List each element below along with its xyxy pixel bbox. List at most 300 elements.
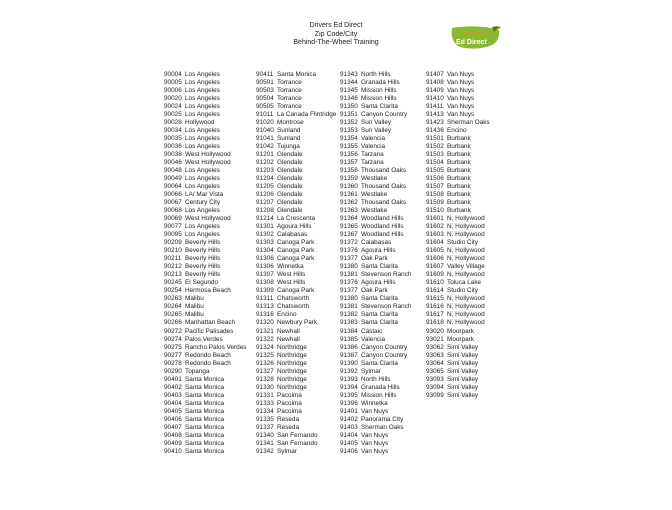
city-name: Los Angeles — [185, 223, 220, 231]
zip-code: 91356 — [340, 151, 358, 159]
zip-code: 91607 — [426, 263, 444, 271]
zip-code: 91603 — [426, 231, 444, 239]
zip-code: 91376 — [340, 279, 358, 287]
zip-city-row — [340, 119, 411, 127]
zip-code: 91357 — [340, 159, 358, 167]
city-name: Thousand Oaks — [361, 199, 407, 207]
city-name: Redondo Beach — [185, 351, 231, 359]
zip-code: 91377 — [340, 255, 358, 263]
zip-city-row — [256, 223, 336, 231]
zip-code: 90006 — [164, 87, 182, 95]
zip-code: 91380 — [340, 295, 358, 303]
zip-city-row — [164, 199, 246, 207]
zip-code: 91309 — [256, 287, 274, 295]
zip-city-row — [164, 207, 246, 215]
zip-code: 91330 — [256, 383, 274, 391]
zip-code: 91602 — [426, 223, 444, 231]
city-name: Canoga Park — [277, 255, 315, 263]
zip-city-row — [426, 271, 490, 279]
zip-code: 91359 — [340, 175, 358, 183]
city-name: Los Angeles — [185, 143, 220, 151]
zip-city-row — [164, 319, 246, 327]
zip-code: 91204 — [256, 175, 274, 183]
city-name: Beverly Hills — [185, 255, 221, 263]
logo-bold-text: Ed Direct — [456, 39, 487, 46]
city-name: Thousand Oaks — [361, 167, 407, 175]
city-name: Woodland Hills — [361, 215, 404, 223]
zip-city-row — [256, 352, 336, 360]
city-name: Burbank — [447, 143, 471, 151]
zip-code: 91041 — [256, 135, 274, 143]
zip-city-row — [256, 183, 336, 191]
city-name: Sherman Oaks — [447, 119, 490, 127]
zip-city-row — [426, 328, 490, 336]
city-name: Van Nuys — [447, 71, 475, 78]
zip-city-row — [340, 303, 411, 311]
zip-city-row — [426, 231, 490, 239]
zip-code: 91337 — [256, 423, 274, 431]
zip-code: 93065 — [426, 367, 444, 375]
zip-code: 91410 — [426, 95, 444, 103]
city-name: Burbank — [447, 183, 471, 191]
zip-city-row — [426, 303, 490, 311]
zip-code: 91350 — [340, 103, 358, 111]
zip-city-row — [426, 71, 490, 79]
zip-city-row — [426, 255, 490, 263]
zip-city-row — [340, 384, 411, 392]
zip-city-row — [340, 79, 411, 87]
city-name: Los Angeles — [185, 71, 220, 78]
city-name: Newhall — [277, 335, 300, 343]
zip-code: 91404 — [340, 431, 358, 439]
city-name: Burbank — [447, 199, 471, 207]
zip-city-row — [426, 87, 490, 95]
zip-city-row — [340, 199, 411, 207]
city-name: Santa Clarita — [361, 103, 398, 111]
zip-code: 91382 — [340, 311, 358, 319]
zip-city-row — [340, 368, 411, 376]
city-name: Los Angeles — [185, 87, 220, 95]
zip-code: 91616 — [426, 303, 444, 311]
zip-city-row — [164, 135, 246, 143]
zip-city-row — [164, 231, 246, 239]
zip-code: 91610 — [426, 279, 444, 287]
zip-code: 91040 — [256, 127, 274, 135]
zip-city-row — [164, 376, 246, 384]
zip-city-row — [426, 311, 490, 319]
zip-city-row — [164, 384, 246, 392]
zip-code: 91316 — [256, 311, 274, 319]
city-name: Santa Monica — [185, 415, 225, 423]
zip-code: 90028 — [164, 119, 182, 127]
document-header — [0, 22, 672, 48]
zip-code: 90408 — [164, 431, 182, 439]
zip-code: 91334 — [256, 407, 274, 415]
city-name: Santa Clarita — [361, 295, 398, 303]
zip-code: 91614 — [426, 287, 444, 295]
zip-code: 91203 — [256, 167, 274, 175]
zip-code: 90263 — [164, 295, 182, 303]
zip-city-row — [256, 263, 336, 271]
city-name: Rancho Palos Verdes — [185, 343, 247, 351]
city-name: Thousand Oaks — [361, 183, 407, 191]
zip-code: 91381 — [340, 271, 358, 279]
zip-city-row — [340, 328, 411, 336]
city-name: Topanga — [185, 367, 210, 375]
zip-code: 91393 — [340, 375, 358, 383]
city-name: Sunland — [277, 127, 301, 135]
city-name: Canyon Country — [361, 351, 408, 359]
city-name: Glendale — [277, 199, 303, 207]
zip-code: 90024 — [164, 103, 182, 111]
city-name: North Hills — [361, 375, 391, 383]
city-name: LA/ Mar Vista — [185, 191, 224, 199]
zip-column-4 — [426, 71, 490, 400]
city-name: Canyon Country — [361, 343, 408, 351]
zip-code: 90004 — [164, 71, 182, 78]
zip-city-row — [164, 111, 246, 119]
zip-city-row — [164, 360, 246, 368]
city-name: Oak Park — [361, 255, 388, 263]
zip-code: 91343 — [340, 71, 358, 78]
zip-code: 90020 — [164, 95, 182, 103]
zip-code: 91395 — [340, 391, 358, 399]
city-name: N. Hollywood — [447, 295, 485, 303]
zip-code: 91011 — [256, 111, 274, 119]
city-name: Burbank — [447, 175, 471, 183]
zip-code: 91327 — [256, 367, 274, 375]
zip-city-row — [164, 368, 246, 376]
city-name: Westlake — [361, 191, 388, 199]
zip-code: 91436 — [426, 127, 444, 135]
zip-code: 91341 — [256, 439, 274, 447]
zip-code: 91606 — [426, 255, 444, 263]
zip-code: 91326 — [256, 359, 274, 367]
zip-city-row — [164, 424, 246, 432]
city-name: Chatsworth — [277, 295, 310, 303]
city-name: Glendale — [277, 167, 303, 175]
zip-city-row — [256, 215, 336, 223]
zip-code: 91214 — [256, 215, 274, 223]
zip-city-row — [164, 311, 246, 319]
zip-code: 90264 — [164, 303, 182, 311]
city-name: Van Nuys — [447, 95, 475, 103]
city-name: Panorama City — [361, 415, 404, 423]
zip-city-row — [340, 271, 411, 279]
city-name: La Crescenta — [277, 215, 316, 223]
zip-code: 90275 — [164, 343, 182, 351]
zip-city-row — [426, 95, 490, 103]
city-name: N. Hollywood — [447, 255, 485, 263]
zip-city-row — [164, 303, 246, 311]
zip-city-row — [256, 368, 336, 376]
zip-city-row — [256, 247, 336, 255]
zip-city-row — [340, 352, 411, 360]
zip-city-row — [256, 111, 336, 119]
zip-city-row — [340, 360, 411, 368]
zip-city-row — [256, 448, 336, 456]
city-name: Winnetka — [361, 399, 388, 407]
city-name: Santa Monica — [185, 439, 225, 447]
zip-city-row — [426, 239, 490, 247]
zip-code: 91207 — [256, 199, 274, 207]
zip-city-row — [256, 303, 336, 311]
zip-city-row — [164, 352, 246, 360]
zip-city-row — [164, 247, 246, 255]
zip-code: 90213 — [164, 271, 182, 279]
zip-city-row — [164, 295, 246, 303]
city-name: Burbank — [447, 167, 471, 175]
zip-city-row — [256, 191, 336, 199]
zip-code: 91384 — [340, 327, 358, 335]
zip-code: 90503 — [256, 87, 274, 95]
zip-code: 91508 — [426, 191, 444, 199]
zip-code: 91307 — [256, 271, 274, 279]
zip-code: 91042 — [256, 143, 274, 151]
city-name: Northridge — [277, 367, 307, 375]
zip-code: 91605 — [426, 247, 444, 255]
zip-code: 90210 — [164, 247, 182, 255]
zip-code: 90005 — [164, 79, 182, 87]
zip-city-row — [256, 199, 336, 207]
zip-city-row — [426, 368, 490, 376]
zip-code: 90410 — [164, 447, 182, 455]
city-name: Van Nuys — [447, 103, 475, 111]
city-name: Tarzana — [361, 151, 384, 159]
zip-city-row — [426, 360, 490, 368]
zip-code: 91386 — [340, 343, 358, 351]
city-name: Moorpark — [447, 335, 474, 343]
zip-city-row — [340, 191, 411, 199]
zip-city-row — [426, 135, 490, 143]
zip-code: 91321 — [256, 327, 274, 335]
city-name: Los Angeles — [185, 103, 220, 111]
zip-code: 90274 — [164, 335, 182, 343]
zip-code: 91322 — [256, 335, 274, 343]
city-name: Sun Valley — [361, 127, 392, 135]
city-name: Santa Monica — [277, 71, 317, 78]
zip-code: 91361 — [340, 191, 358, 199]
city-name: Glendale — [277, 183, 303, 191]
zip-code: 91604 — [426, 239, 444, 247]
city-name: Santa Monica — [185, 399, 225, 407]
zip-city-row — [256, 135, 336, 143]
zip-city-row — [426, 263, 490, 271]
zip-code: 90025 — [164, 111, 182, 119]
zip-code: 91394 — [340, 383, 358, 391]
city-name: Calabasas — [277, 231, 308, 239]
zip-city-row — [426, 183, 490, 191]
zip-city-row — [164, 336, 246, 344]
city-name: Tujunga — [277, 143, 300, 151]
city-name: Santa Monica — [185, 447, 225, 455]
zip-city-row — [256, 255, 336, 263]
zip-city-row — [340, 247, 411, 255]
city-name: Simi Valley — [447, 359, 479, 367]
city-name: Van Nuys — [361, 447, 389, 455]
zip-code: 91376 — [340, 247, 358, 255]
zip-code: 91346 — [340, 95, 358, 103]
zip-code: 91320 — [256, 319, 274, 327]
zip-city-row — [256, 384, 336, 392]
zip-city-row — [164, 95, 246, 103]
city-name: Canoga Park — [277, 247, 315, 255]
document-subtitle: Zip Code/City — [314, 30, 358, 38]
zip-city-row — [164, 392, 246, 400]
city-name: Burbank — [447, 151, 471, 159]
zip-code: 93093 — [426, 375, 444, 383]
zip-code: 90407 — [164, 423, 182, 431]
zip-city-row — [426, 352, 490, 360]
zip-code: 91392 — [340, 367, 358, 375]
zip-city-row — [340, 231, 411, 239]
city-name: Malibu — [185, 311, 204, 319]
city-name: Los Angeles — [185, 95, 220, 103]
zip-city-row — [340, 263, 411, 271]
city-name: Torrance — [277, 103, 302, 111]
city-name: Reseda — [277, 423, 300, 431]
city-name: West Hills — [277, 279, 306, 287]
zip-city-row — [340, 432, 411, 440]
city-name: Santa Monica — [185, 375, 225, 383]
zip-city-row — [256, 119, 336, 127]
city-name: Beverly Hills — [185, 247, 221, 255]
city-name: Redondo Beach — [185, 359, 231, 367]
zip-city-row — [426, 207, 490, 215]
zip-code: 91367 — [340, 231, 358, 239]
city-name: Valencia — [361, 335, 386, 343]
city-name: Santa Monica — [185, 431, 225, 439]
zip-city-row — [426, 119, 490, 127]
zip-code: 90036 — [164, 143, 182, 151]
city-name: Newhall — [277, 327, 300, 335]
zip-code: 91617 — [426, 311, 444, 319]
zip-city-row — [164, 159, 246, 167]
city-name: Simi Valley — [447, 351, 479, 359]
city-name: Van Nuys — [447, 79, 475, 87]
zip-code: 90254 — [164, 287, 182, 295]
city-name: Northridge — [277, 351, 307, 359]
zip-city-row — [426, 287, 490, 295]
zip-city-row — [256, 79, 336, 87]
city-name: Stevenson Ranch — [361, 271, 412, 279]
zip-code: 91609 — [426, 271, 444, 279]
zip-city-row — [256, 408, 336, 416]
zip-code: 91331 — [256, 391, 274, 399]
zip-code: 93062 — [426, 343, 444, 351]
city-name: Van Nuys — [361, 431, 389, 439]
zip-code: 91352 — [340, 119, 358, 127]
city-name: Pacoima — [277, 391, 302, 399]
zip-city-row — [256, 416, 336, 424]
zip-city-row — [340, 143, 411, 151]
city-name: Van Nuys — [361, 439, 389, 447]
city-name: Canyon Country — [361, 111, 408, 119]
city-name: Torrance — [277, 95, 302, 103]
zip-code: 91615 — [426, 295, 444, 303]
zip-code: 90266 — [164, 319, 182, 327]
city-name: Sun Valley — [361, 119, 392, 127]
zip-code: 91362 — [340, 199, 358, 207]
zip-city-row — [164, 215, 246, 223]
city-name: Century City — [185, 199, 221, 207]
zip-code: 91407 — [426, 71, 444, 78]
zip-city-row — [164, 287, 246, 295]
city-name: Los Angeles — [185, 207, 220, 215]
zip-code: 91401 — [340, 407, 358, 415]
zip-city-row — [426, 384, 490, 392]
zip-code: 91340 — [256, 431, 274, 439]
zip-city-row — [340, 376, 411, 384]
zip-city-row — [164, 87, 246, 95]
zip-city-row — [164, 103, 246, 111]
zip-city-row — [164, 271, 246, 279]
zip-code: 90265 — [164, 311, 182, 319]
zip-city-row — [164, 119, 246, 127]
city-name: Toluca Lake — [447, 279, 482, 287]
zip-code: 91333 — [256, 399, 274, 407]
zip-city-row — [340, 103, 411, 111]
zip-code: 91509 — [426, 199, 444, 207]
drivers-ed-direct-logo — [448, 24, 502, 50]
city-name: Tarzana — [361, 159, 384, 167]
zip-city-row — [256, 279, 336, 287]
zip-city-row — [340, 408, 411, 416]
zip-code: 90209 — [164, 239, 182, 247]
zip-city-row — [164, 408, 246, 416]
zip-code: 91365 — [340, 223, 358, 231]
zip-code: 91363 — [340, 207, 358, 215]
zip-code: 90404 — [164, 399, 182, 407]
zip-code: 90064 — [164, 183, 182, 191]
zip-city-row — [164, 183, 246, 191]
city-name: N. Hollywood — [447, 319, 485, 327]
zip-city-row — [426, 127, 490, 135]
city-name: Granada Hills — [361, 79, 400, 87]
zip-city-row — [164, 191, 246, 199]
zip-city-row — [340, 416, 411, 424]
zip-city-row — [164, 79, 246, 87]
zip-code: 91311 — [256, 295, 274, 303]
city-name: Glendale — [277, 191, 303, 199]
city-name: Pacoima — [277, 399, 302, 407]
zip-city-row — [426, 111, 490, 119]
city-name: Canoga Park — [277, 239, 315, 247]
zip-code: 93020 — [426, 327, 444, 335]
city-name: Simi Valley — [447, 367, 479, 375]
program-name: Behind-The-Wheel Training — [293, 39, 379, 46]
city-name: La Canada Flintridge — [277, 111, 337, 119]
city-name: Santa Clarita — [361, 263, 398, 271]
zip-city-row — [426, 336, 490, 344]
city-name: Malibu — [185, 303, 204, 311]
city-name: Pacoima — [277, 407, 302, 415]
zip-code: 90068 — [164, 207, 182, 215]
city-name: West Hollywood — [185, 159, 231, 167]
zip-city-row — [340, 135, 411, 143]
city-name: Beverly Hills — [185, 271, 221, 279]
zip-code: 90505 — [256, 103, 274, 111]
city-name: Sunland — [277, 135, 301, 143]
zip-code: 91381 — [340, 303, 358, 311]
zip-code: 93099 — [426, 391, 444, 399]
zip-city-row — [426, 79, 490, 87]
zip-code: 90067 — [164, 199, 182, 207]
zip-city-row — [256, 159, 336, 167]
zip-city-row — [340, 95, 411, 103]
zip-city-row — [164, 223, 246, 231]
city-name: Van Nuys — [447, 111, 475, 119]
